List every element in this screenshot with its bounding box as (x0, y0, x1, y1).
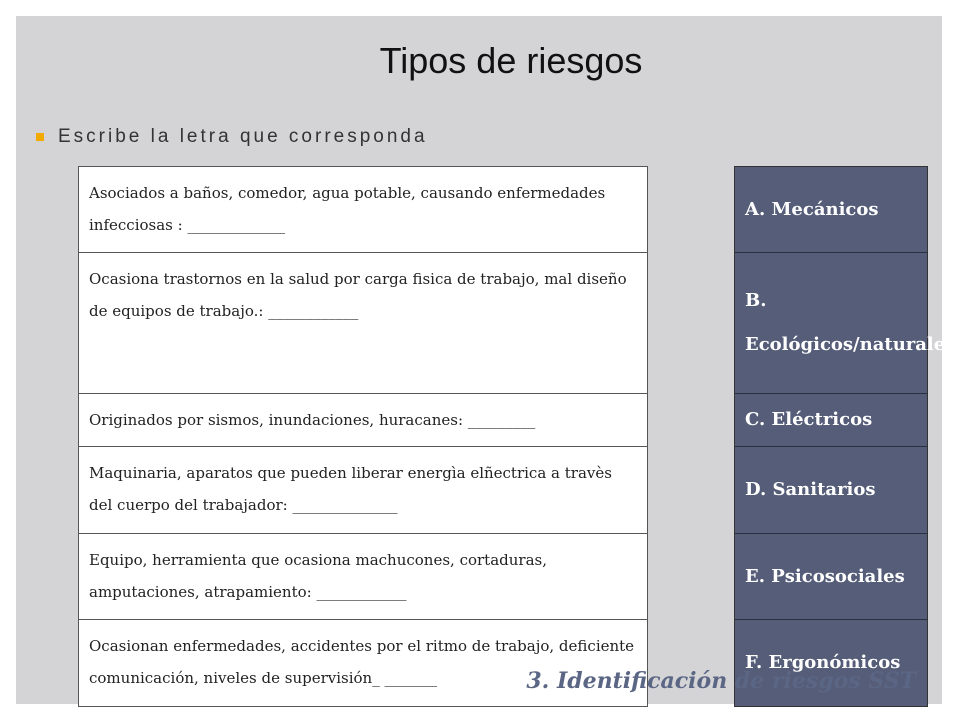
description-cell: Ocasionan enfermedades, accidentes por el ritmo de trabajo, deficiente comunicación, niveles de supervisión_ _______ (89, 637, 635, 687)
option-cell: B. Ecológicos/naturales (735, 253, 927, 394)
instruction-row (36, 125, 428, 149)
instruction-text: Escribe la letra que corresponda (58, 126, 428, 147)
option-cell: A. Mecánicos (735, 167, 927, 253)
options-table (734, 166, 956, 707)
footer-caption: 3. Identificación de riesgos SST (526, 668, 916, 694)
option-cell: D. Sanitarios (735, 447, 927, 534)
bullet-square-icon (36, 133, 44, 141)
descriptions-table (78, 166, 648, 707)
description-cell: Ocasiona trastornos en la salud por carga fisica de trabajo, mal diseño de equipos de trabajo.: ____________ (79, 253, 647, 394)
page-title: Tipos de riesgos (379, 40, 643, 81)
option-cell: F. Ergonómicos (745, 652, 901, 673)
description-cell: Equipo, herramienta que ocasiona machucones, cortaduras, amputaciones, atrapamiento: ____________ (79, 534, 647, 620)
slide (16, 16, 956, 704)
option-cell: E. Psicosociales (735, 534, 927, 620)
option-cell: C. Eléctricos (735, 394, 927, 447)
description-cell: Asociados a baños, comedor, agua potable, causando enfermedades infecciosas : _____________ (79, 167, 647, 253)
description-cell: Maquinaria, aparatos que pueden liberar energìa elñectrica a travès del cuerpo del trabajador: ______________ (79, 447, 647, 534)
description-cell: Originados por sismos, inundaciones, huracanes: _________ (79, 394, 647, 447)
